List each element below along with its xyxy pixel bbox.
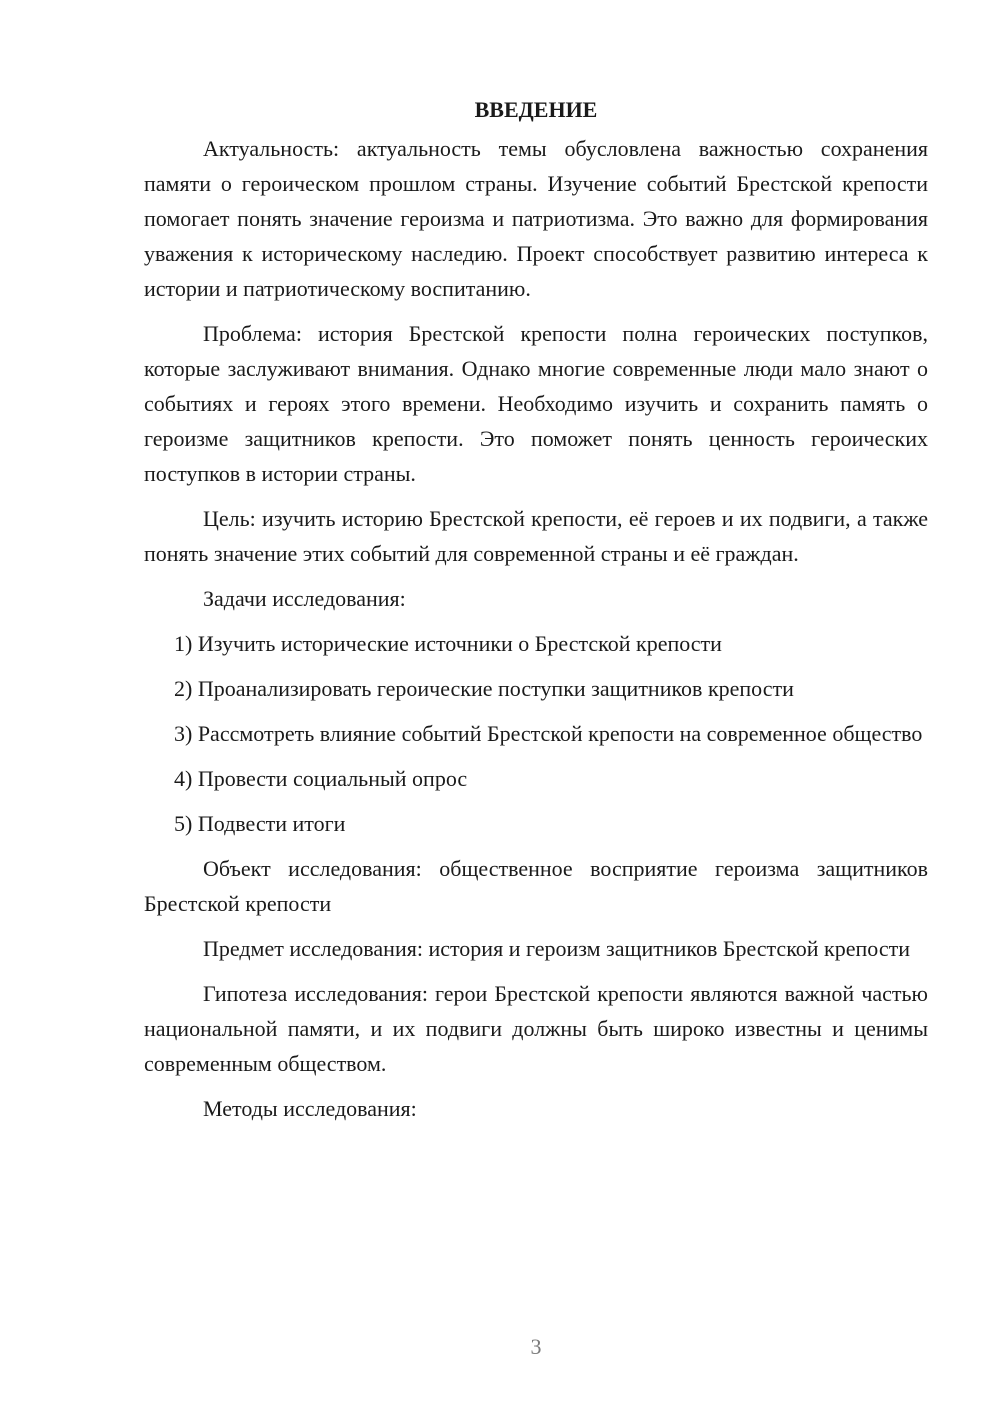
object-paragraph: Объект исследования: общественное восприятие героизма защитников Брестской крепости	[144, 856, 928, 916]
task-item: 4) Провести социальный опрос	[174, 766, 468, 791]
task-item: 3) Рассмотреть влияние событий Брестской крепости на современное общество	[174, 721, 923, 746]
page-content	[144, 92, 928, 1136]
task-item: 2) Проанализировать героические поступки защитников крепости	[174, 676, 794, 701]
problem-paragraph: Проблема: история Брестской крепости полна героических поступков, которые заслуживают внимания. Однако многие современные люди мало знают о событиях и героях этого времени. Необходимо изучить и сохранить память о героизме защитников крепости. Это поможет понять ценность героических поступков в истории страны.	[144, 321, 928, 486]
methods-heading: Методы исследования:	[203, 1096, 417, 1121]
tasks-heading: Задачи исследования:	[203, 586, 406, 611]
relevance-paragraph: Актуальность: актуальность темы обусловлена важностью сохранения памяти о героическом прошлом страны. Изучение событий Брестской крепости помогает понять значение героизма и патриотизма. Это важно для формирования уважения к историческому наследию. Проект способствует развитию интереса к истории и патриотическому воспитанию.	[144, 136, 928, 301]
page-number: 3	[530, 1334, 542, 1359]
goal-paragraph: Цель: изучить историю Брестской крепости, её героев и их подвиги, а также понять значение этих событий для современной страны и её граждан.	[144, 506, 928, 566]
page-title: ВВЕДЕНИЕ	[474, 97, 598, 122]
subject-paragraph: Предмет исследования: история и героизм защитников Брестской крепости	[203, 936, 910, 961]
hypothesis-paragraph: Гипотеза исследования: герои Брестской крепости являются важной частью национальной памяти, и их подвиги должны быть широко известны и ценимы современным обществом.	[144, 981, 928, 1076]
task-item: 1) Изучить исторические источники о Брестской крепости	[174, 631, 722, 656]
task-item: 5) Подвести итоги	[174, 811, 346, 836]
